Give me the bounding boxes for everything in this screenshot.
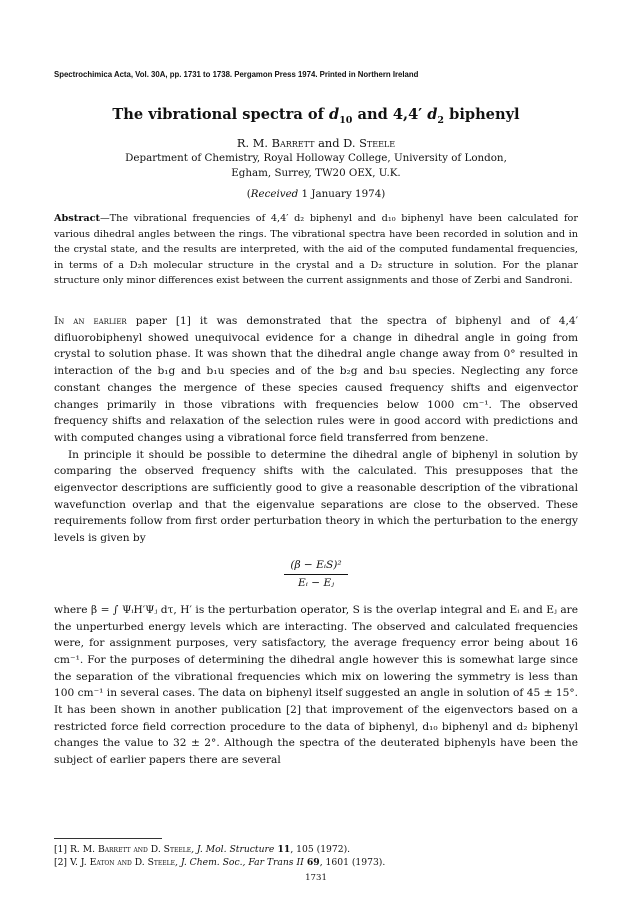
- formula-denominator: Eᵢ − Eⱼ: [297, 576, 334, 589]
- abstract-text: —The vibrational frequencies of 4,4′ d₂ biphenyl and d₁₀ biphenyl have been calculated for various dihedral angles between the rings. The vibrational spectra have been recorded in solution and in the crystal state, and the results are interpreted, with the aid of the computed fundamental frequencies, in terms of a D₂h molecular structure in the crystal and a D₂ structure in solution. For the planar structure only minor differences exist between the current assignments and those of Zerbi and Sandroni.: [54, 213, 578, 287]
- abstract: [54, 211, 578, 289]
- reference-list: [54, 843, 578, 869]
- paragraph-1: In an earlier paper [1] it was demonstrated that the spectra of biphenyl and of 4,4′ difluorobiphenyl showed unequivocal evidence for a change in dihedral angle in going from crystal to solution phase. It was shown that the dihedral angle change away from 0° resulted in interaction of the b₁g and b₁u species and of the b₂g and b₃u species. Neglecting any force constant changes the mergence of these species caused frequency shifts and eigenvector changes primarily in those vibrations with frequencies below 1000 cm⁻¹. The observed frequency shifts and relaxation of the selection rules were in good accord with predictions and with computed changes using a vibrational force field transferred from benzene.: [54, 315, 578, 444]
- footnote-divider: [54, 838, 162, 839]
- author-2: D. Steele: [343, 136, 396, 150]
- paragraph-2: In principle it should be possible to determine the dihedral angle of biphenyl in solution by comparing the observed frequency shifts with the calculated. This presupposes that the eigenvector descriptions are sufficiently good to give a reasonable description of the vibrational wavefunction overlap and that the eigenvalue separations are close to the observed. These requirements follow from first order perturbation theory in which the perturbation to the energy levels is given by: [54, 448, 578, 545]
- paragraph-3: where β = ∫ ΨᵢH′Ψⱼ dτ, H′ is the perturbation operator, S is the overlap integral and Eᵢ and Eⱼ are the unperturbed energy levels which are interacting. The observed and calculated frequencies were, for assignment purposes, very satisfactory, the average frequency error being about 16 cm⁻¹. For the purposes of determining the dihedral angle however this is somewhat large since the separation of the vibrational frequencies which mix on lowering the symmetry is less than 100 cm⁻¹ in several cases. The data on biphenyl itself suggested an angle in solution of 45 ± 15°. It has been shown in another publication [2] that improvement of the eigenvectors based on a restricted force field correction procedure to the data of biphenyl, d₁₀ biphenyl and d₂ biphenyl changes the value to 32 ± 2°. Although the spectra of the deuterated biphenyls have been the subject of earlier papers there are several: [54, 603, 578, 767]
- page-number: 1731: [305, 873, 327, 883]
- formula-numerator: (β − EᵢS)²: [284, 557, 347, 575]
- journal-header: Spectrochimica Acta, Vol. 30A, pp. 1731 to 1738. Pergamon Press 1974. Printed in Northern Ireland: [54, 70, 419, 79]
- affiliation: Department of Chemistry, Royal Holloway College, University of London, Egham, Surrey, TW20 OEX, U.K.: [125, 152, 507, 179]
- author-list: R. M. Barrett and D. Steele: [236, 136, 396, 150]
- body-text: [54, 313, 578, 769]
- perturbation-formula: [54, 557, 578, 592]
- reference-item: [1] R. M. Barrett and D. Steele, J. Mol. Structure 11, 105 (1972).: [54, 844, 351, 855]
- paper-title: The vibrational spectra of $d_{10}$ and 4,4′ $d_2$ biphenyl: [112, 106, 520, 126]
- reference-item: [2] V. J. Eaton and D. Steele, J. Chem. Soc., Far Trans II 69, 1601 (1973).: [54, 857, 386, 868]
- received-date: (Received 1 January 1974): [246, 188, 386, 200]
- abstract-label: Abstract: [54, 213, 100, 224]
- author-1: R. M. Barrett: [236, 136, 315, 150]
